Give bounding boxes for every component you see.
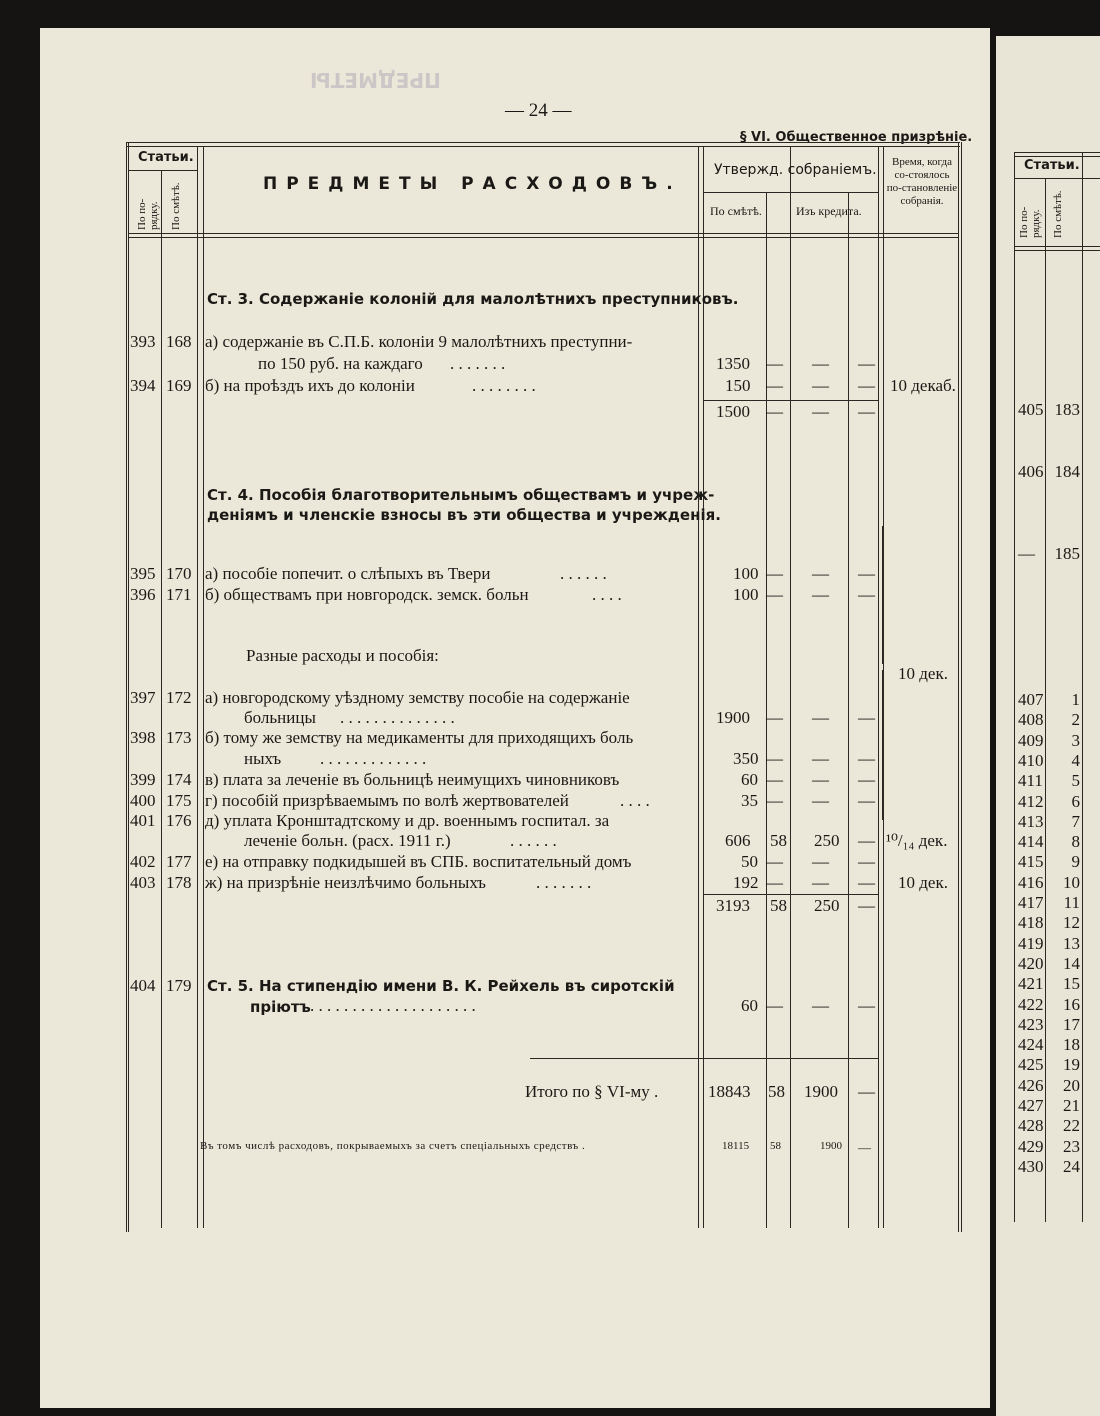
table-row: 403 178 ж) на призрѣніе неизлѣчимо больныхъ . . . . . . . 192 — — — 10 дек. bbox=[130, 873, 948, 892]
right-row-order: 415 bbox=[1018, 852, 1044, 872]
right-row-estimate: 4 bbox=[1071, 750, 1080, 770]
right-row-estimate: 21 bbox=[1063, 1096, 1080, 1115]
special-funds-row: Въ томъ числѣ расходовъ, покрываемыхъ за счетъ спеціальныхъ средствъ . 18115 58 1900 — bbox=[200, 1140, 871, 1155]
right-row-estimate: 20 bbox=[1063, 1075, 1080, 1095]
right-row-order: 430 bbox=[1018, 1156, 1044, 1176]
table-row: 398 173 б) тому же земству на медикаменты для приходящихъ боль bbox=[130, 728, 634, 747]
table-row: по 150 руб. на каждаго . . . . . . . 1350 — — — bbox=[258, 354, 875, 373]
right-row-order: 412 bbox=[1018, 791, 1044, 811]
right-row-estimate: 3 bbox=[1071, 730, 1080, 750]
right-row-estimate: 9 bbox=[1071, 852, 1080, 872]
col-estimate-header: По смѣтѣ. bbox=[710, 204, 762, 218]
table-row: леченіе больн. (расх. 1911 г.) . . . . . . 606 58 250 — ¹⁰/₁₄ дек. bbox=[244, 831, 948, 850]
right-row-estimate: 14 bbox=[1063, 953, 1080, 973]
right-row-order: 424 bbox=[1018, 1035, 1044, 1055]
right-row-estimate: 24 bbox=[1063, 1156, 1080, 1176]
document-page bbox=[40, 28, 990, 1408]
right-row-estimate: 11 bbox=[1063, 893, 1080, 912]
col-credit-header: Изъ кредита. bbox=[796, 204, 862, 218]
right-row-estimate: 6 bbox=[1071, 791, 1080, 811]
table-row: больницы . . . . . . . . . . . . . . 1900 — — — bbox=[244, 708, 875, 727]
table-row: 393 168 а) содержаніе въ С.П.Б. колоніи 9 малолѣтнихъ преступни- bbox=[130, 332, 633, 351]
right-col-by-estimate-header: По смѣтѣ. bbox=[1052, 190, 1064, 238]
table-row: 395 170 а) пособіе попечит. о слѣпыхъ въ Твери . . . . . . 100 — — — bbox=[130, 564, 875, 583]
right-row-estimate: 19 bbox=[1063, 1055, 1080, 1075]
right-row-order: 411 bbox=[1018, 771, 1043, 791]
table-row: . . . . . . . . . . . . . . . . . . . . 60 — — — bbox=[310, 996, 875, 1015]
section-5-title-2: пріютъ bbox=[250, 998, 311, 1016]
right-row-order: 425 bbox=[1018, 1055, 1044, 1075]
right-row-estimate: 22 bbox=[1063, 1116, 1080, 1136]
right-row-order: 422 bbox=[1018, 994, 1044, 1014]
right-row-order: 417 bbox=[1018, 893, 1044, 912]
stamp-bleed: ПРЕДМЕТЫ bbox=[310, 68, 441, 92]
bracket bbox=[882, 526, 883, 664]
right-row-order: — bbox=[1018, 544, 1035, 563]
right-row-order: 414 bbox=[1018, 832, 1044, 852]
right-row-order: 418 bbox=[1018, 913, 1044, 933]
right-row-estimate: 12 bbox=[1063, 913, 1080, 933]
section-3-title: Ст. 3. Содержаніе колоній для малолѣтнихъ преступниковъ. bbox=[207, 290, 739, 308]
right-col-by-order-header: По по-рядку. bbox=[1018, 206, 1042, 238]
col-by-order-header: По по-рядку. bbox=[136, 198, 160, 230]
table-row: ныхъ . . . . . . . . . . . . . 350 — — — bbox=[244, 749, 875, 768]
right-row-order: 429 bbox=[1018, 1136, 1044, 1156]
table-row: 10 дек. bbox=[898, 664, 948, 683]
facing-page bbox=[996, 36, 1100, 1416]
right-row-order: 421 bbox=[1018, 974, 1044, 994]
right-row-order: 420 bbox=[1018, 953, 1044, 973]
right-row-estimate: 7 bbox=[1071, 811, 1080, 831]
right-row-estimate: 1 bbox=[1071, 690, 1080, 709]
right-row-order: 428 bbox=[1018, 1116, 1044, 1136]
table-row: 399 174 в) плата за леченіе въ больницѣ неимущихъ чиновниковъ 60 — — — bbox=[130, 770, 875, 789]
right-row-estimate: 2 bbox=[1071, 710, 1080, 730]
right-row-estimate: 8 bbox=[1071, 832, 1080, 852]
subtotal-row: 1500 — — — bbox=[716, 402, 875, 421]
right-row-order: 407 bbox=[1018, 690, 1044, 709]
right-row-order: 427 bbox=[1018, 1096, 1044, 1115]
col-articles-header: Статьи. bbox=[138, 150, 194, 165]
right-row-estimate: 17 bbox=[1063, 1014, 1080, 1034]
table-row: 402 177 е) на отправку подкидышей въ СПБ. воспитательный домъ 50 — — — bbox=[130, 852, 875, 871]
right-row-order: 406 bbox=[1018, 462, 1044, 481]
section-title: § VI. Общественное призрѣніе. bbox=[740, 130, 973, 145]
table-row: 404 179 bbox=[130, 976, 192, 995]
col-time-header: Время, когда со-стоялось по-становленіе собранія. bbox=[886, 156, 958, 207]
section-4-title-1: Ст. 4. Пособія благотворительнымъ обществамъ и учреж- bbox=[207, 486, 715, 504]
right-row-order: 416 bbox=[1018, 872, 1044, 892]
table-row: 396 171 б) обществамъ при новгородск. земск. больн . . . . 100 — — — bbox=[130, 585, 875, 604]
section-4-title-2: деніямъ и членскіе взносы въ эти общества и учрежденія. bbox=[207, 506, 721, 524]
right-row-estimate: 16 bbox=[1063, 994, 1080, 1014]
right-row-estimate: 5 bbox=[1071, 771, 1080, 791]
total-row: Итого по § VI-му . 18843 58 1900 — bbox=[525, 1082, 875, 1101]
right-row-estimate: 13 bbox=[1063, 933, 1080, 953]
right-row-estimate: 184 bbox=[1054, 462, 1080, 481]
right-row-estimate: 185 bbox=[1054, 544, 1080, 563]
col-approved-header: Утвержд. собраніемъ. bbox=[714, 162, 877, 178]
page-number: — 24 — bbox=[505, 100, 572, 121]
right-row-order: 426 bbox=[1018, 1075, 1044, 1095]
col-by-estimate-header: По смѣтѣ. bbox=[170, 182, 182, 230]
right-row-estimate: 10 bbox=[1063, 872, 1080, 892]
right-row-estimate: 18 bbox=[1063, 1035, 1080, 1055]
table-row: 397 172 а) новгородскому уѣздному земству пособіе на содержаніе bbox=[130, 688, 630, 707]
right-row-order: 413 bbox=[1018, 811, 1044, 831]
right-col-articles-header: Статьи. bbox=[1024, 158, 1080, 173]
right-row-order: 408 bbox=[1018, 710, 1044, 730]
right-row-order: 419 bbox=[1018, 933, 1044, 953]
right-row-order: 409 bbox=[1018, 730, 1044, 750]
right-row-estimate: 23 bbox=[1063, 1136, 1080, 1156]
table-row: 400 175 г) пособій призрѣваемымъ по волѣ жертвователей . . . . 35 — — — bbox=[130, 791, 875, 810]
right-row-estimate: 15 bbox=[1063, 974, 1080, 994]
right-row-order: 410 bbox=[1018, 750, 1044, 770]
right-row-order: 423 bbox=[1018, 1014, 1044, 1034]
table-row: 394 169 б) на проѣздъ ихъ до колоніи . . . . . . . . 150 — — — 10 декаб. bbox=[130, 376, 956, 395]
section-5-title-1: Ст. 5. На стипендію имени В. К. Рейхель въ сиротскій bbox=[207, 977, 675, 995]
col-subjects-header: ПРЕДМЕТЫ РАСХОДОВЪ. bbox=[263, 174, 682, 194]
subtotal-row: 3193 58 250 — bbox=[716, 896, 875, 915]
table-row: 401 176 д) уплата Кронштадтскому и др. военнымъ госпитал. за bbox=[130, 811, 610, 830]
right-row-estimate: 183 bbox=[1054, 400, 1080, 419]
misc-title: Разные расходы и пособія: bbox=[246, 646, 439, 665]
right-row-order: 405 bbox=[1018, 400, 1044, 419]
